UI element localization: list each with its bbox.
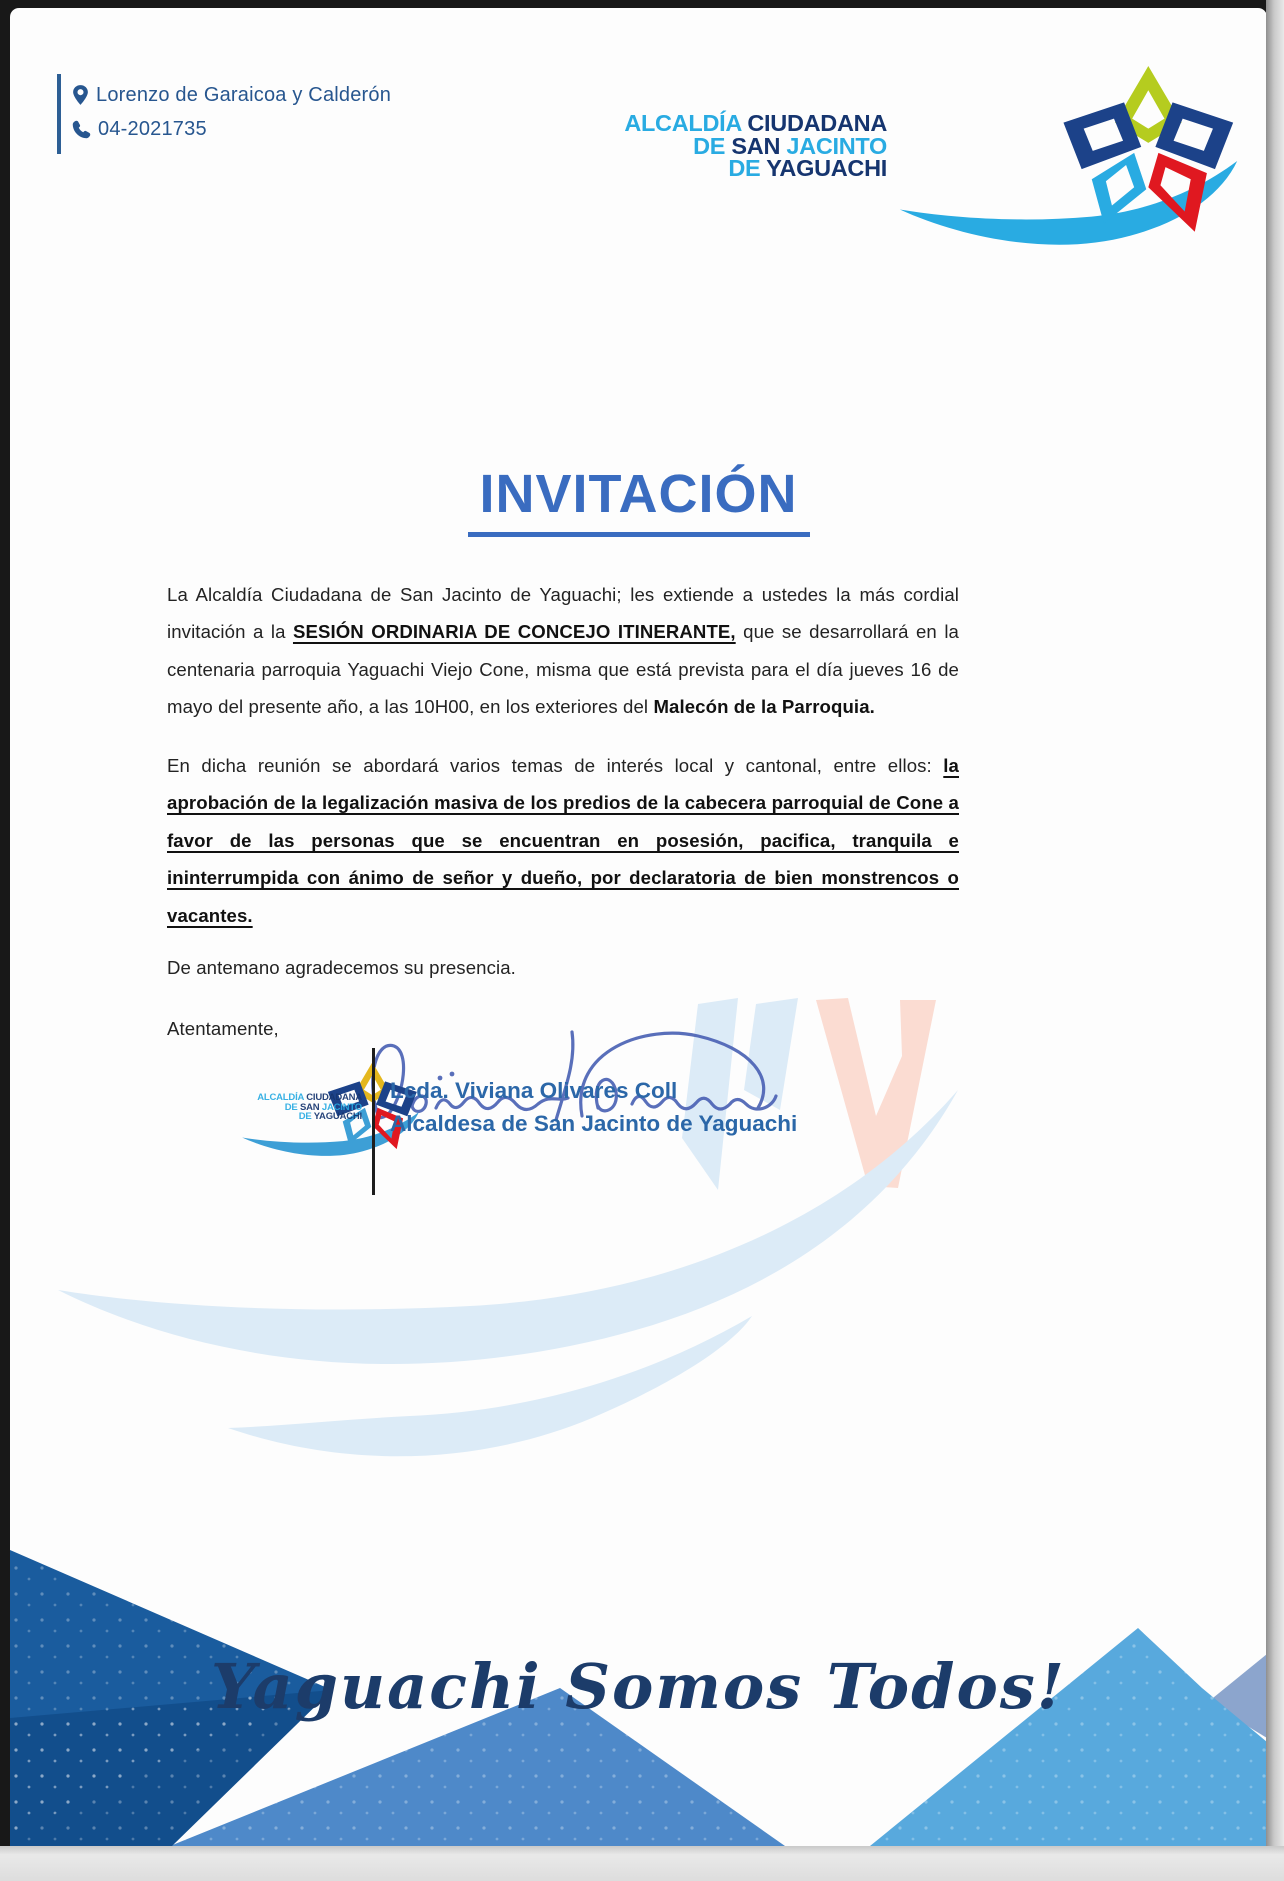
signer-block xyxy=(390,1074,797,1140)
location-pin-icon xyxy=(72,84,89,106)
signature-divider-line xyxy=(372,1048,375,1195)
phone-text: 04-2021735 xyxy=(98,117,207,140)
address-row xyxy=(72,78,391,112)
phone-row xyxy=(72,112,391,146)
title-wrap xyxy=(10,463,1267,537)
logo-line-1: ALCALDÍA CIUDADANA xyxy=(624,110,887,136)
closing-line: De antemano agradecemos su presencia. xyxy=(167,957,516,978)
page-title: INVITACIÓN xyxy=(468,463,810,537)
address-text: Lorenzo de Garaicoa y Calderón xyxy=(96,83,392,106)
yaguachi-star-emblem-icon xyxy=(895,60,1240,260)
signer-title: Alcaldesa de San Jacinto de Yaguachi xyxy=(390,1111,798,1136)
logo-line-3: DE YAGUACHI xyxy=(728,155,887,181)
scan-bottom-edge xyxy=(0,1846,1284,1881)
paragraph-topics: En dicha reunión se abordará varios temas de interés local y cantonal, entre ellos: la aprobación de la legalización masiva de los predios de la cabecera parroquial de Cone a favor de las personas que se encuentran en posesión, pacifica, tranquila e ininterrumpida con ánimo de señor y dueño, por declaratoria de bien monstrencos o vacantes. xyxy=(167,755,959,926)
stamp-wordmark: ALCALDÍA CIUDADANA DE SAN JACINTO DE YAGUACHI xyxy=(257,1092,362,1122)
header-logo-wordmark xyxy=(624,112,887,180)
phone-icon xyxy=(72,120,91,139)
header-accent-bar xyxy=(57,74,61,154)
letter-page xyxy=(10,8,1267,1846)
paragraph-invitation: La Alcaldía Ciudadana de San Jacinto de Yaguachi; les extiende a ustedes la más cordial invitación a la SESIÓN ORDINARIA DE CONCEJO ITINERANTE, que se desarrollará en la centenaria parroquia Yaguachi Viejo Cone, misma que está prevista para el día jueves 16 de mayo del presente año, a las 10H00, en los exteriores del Malecón de la Parroquia. xyxy=(167,584,959,718)
salutation-line: Atentamente, xyxy=(167,1018,279,1039)
logo-line-2: DE SAN JACINTO xyxy=(693,132,887,159)
alcaldia-stamp-logo xyxy=(160,1043,420,1193)
signer-name: Lcda. Viviana Olivares Coll xyxy=(390,1078,678,1103)
scan-right-edge xyxy=(1266,0,1284,1852)
contact-block xyxy=(72,78,391,146)
footer-slogan: Yaguachi Somos Todos! xyxy=(211,1650,1066,1723)
